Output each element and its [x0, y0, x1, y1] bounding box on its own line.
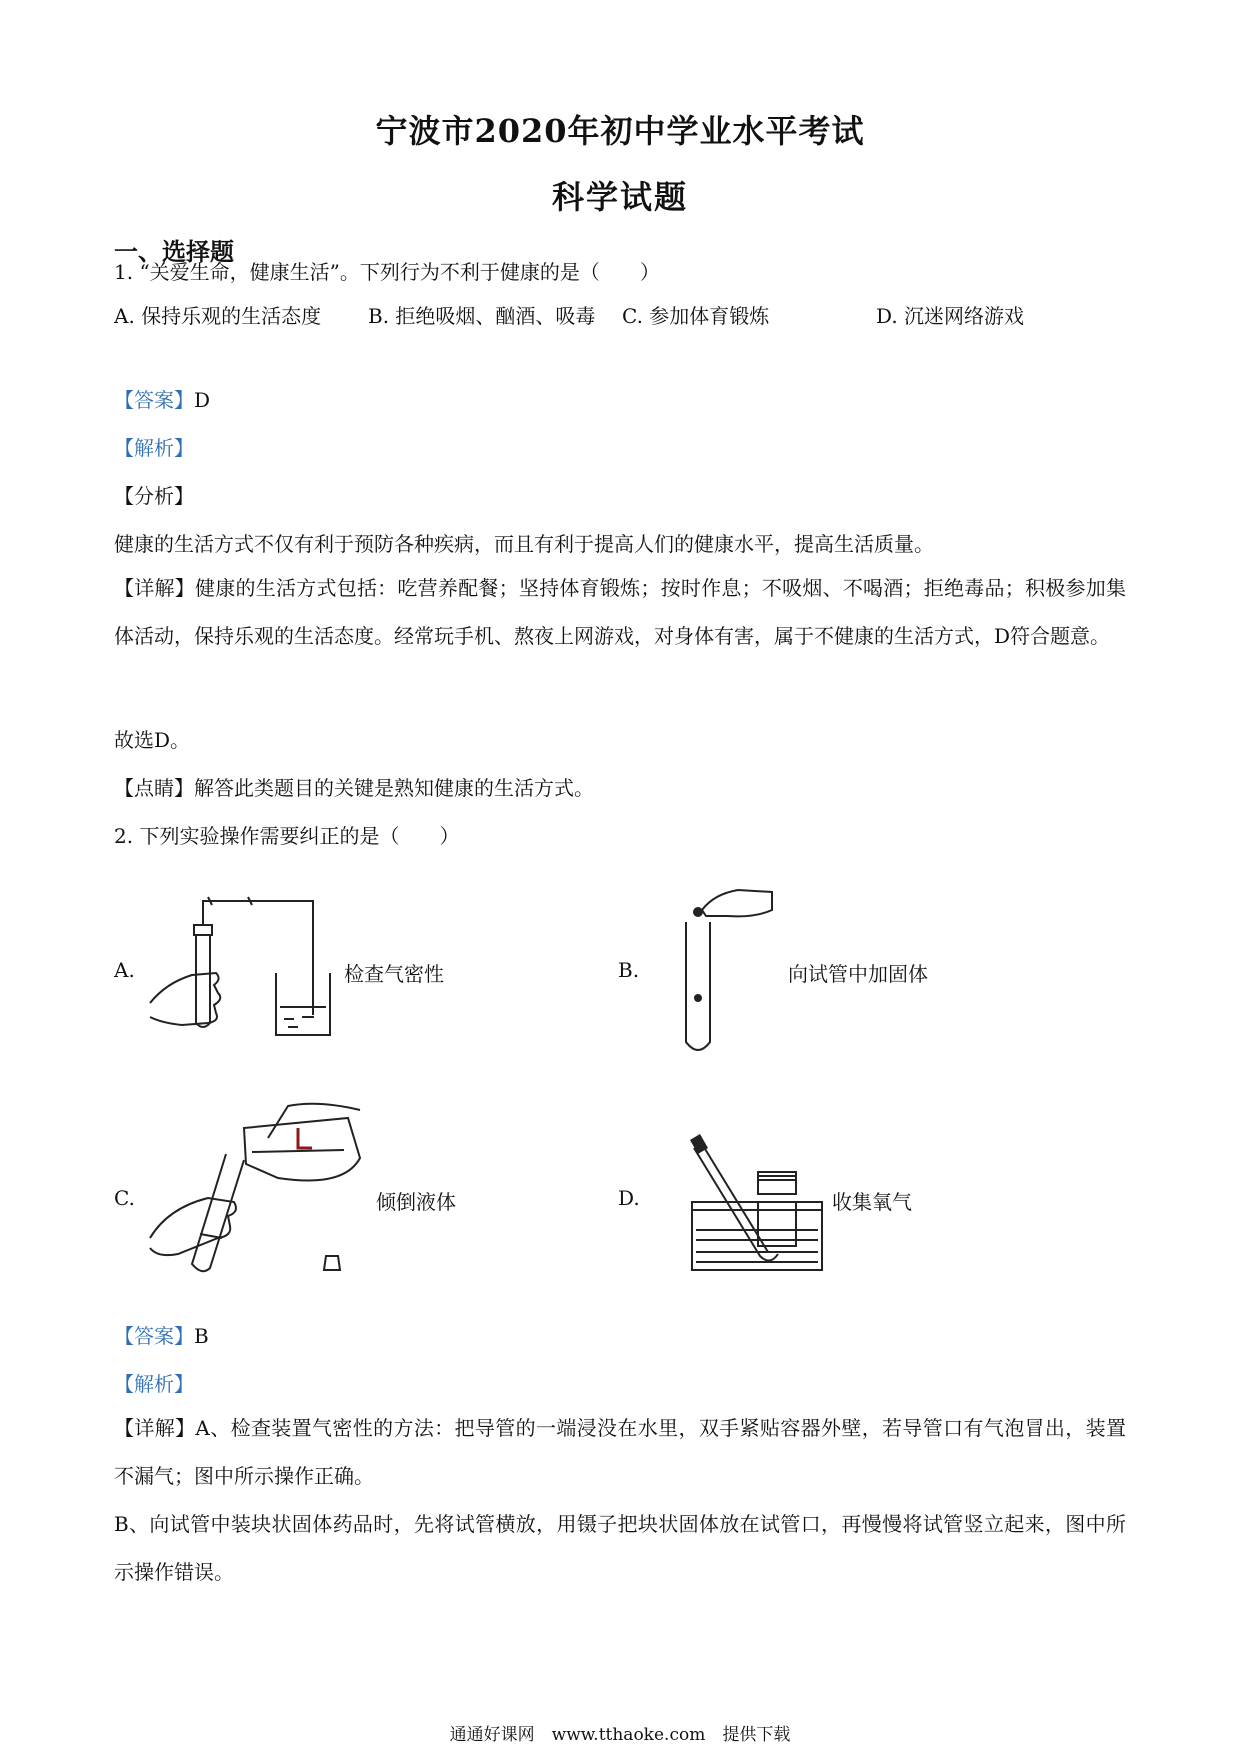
figure-a-letter: A.	[114, 958, 135, 982]
q2-detail-a: 【详解】A、检查装置气密性的方法：把导管的一端浸没在水里，双手紧贴容器外壁，若导管口有气泡冒出，装置不漏气；图中所示操作正确。	[114, 1416, 1126, 1488]
answer-tag: 【答案】	[114, 1324, 194, 1348]
q1-analysis-tag: 【解析】	[114, 436, 194, 460]
page-title: 宁波市2020年初中学业水平考试	[375, 112, 865, 150]
add-solid-to-test-tube-illustration	[668, 882, 788, 1062]
q1-option-b: B. 拒绝吸烟、酗酒、吸毒	[368, 304, 596, 328]
q1-fenxi-tag: 【分析】	[114, 484, 194, 508]
figure-a-caption: 检查气密性	[344, 962, 444, 986]
q1-fenxi-text: 健康的生活方式不仅有利于预防各种疾病，而且有利于提高人们的健康水平，提高生活质量。	[114, 532, 934, 556]
page-subtitle: 科学试题	[551, 178, 688, 216]
q2-detail-b: B、向试管中装块状固体药品时，先将试管横放，用镊子把块状固体放在试管口，再慢慢将试管竖立起来，图中所示操作错误。	[114, 1512, 1126, 1584]
q1-detail: 【详解】健康的生活方式包括：吃营养配餐；坚持体育锻炼；按时作息；不吸烟、不喝酒；拒绝毒品；积极参加集体活动，保持乐观的生活态度。经常玩手机、熬夜上网游戏，对身体有害，属于不健康的生活方式，D符合题意。	[114, 576, 1126, 648]
q1-answer	[114, 384, 210, 413]
q1-option-d: D. 沉迷网络游戏	[876, 304, 1025, 328]
figure-b-letter: B.	[618, 958, 640, 982]
answer-value: D	[194, 388, 211, 412]
q1-conclusion: 故选D。	[114, 728, 191, 752]
figure-d-caption: 收集氧气	[832, 1190, 912, 1214]
answer-value: B	[194, 1324, 209, 1348]
airtightness-check-illustration	[148, 895, 348, 1045]
figure-c-caption: 倾倒液体	[376, 1190, 456, 1214]
collect-oxygen-illustration	[688, 1126, 838, 1276]
section-heading: 一、选择题	[114, 237, 234, 266]
q2-analysis-tag: 【解析】	[114, 1372, 194, 1396]
q2-answer	[114, 1320, 209, 1349]
pour-liquid-illustration	[148, 1098, 368, 1288]
figure-d-letter: D.	[618, 1186, 640, 1210]
figure-c-letter: C.	[114, 1186, 135, 1210]
page-footer: 通通好课网 www.tthaoke.com 提供下载	[449, 1725, 791, 1745]
answer-tag: 【答案】	[114, 388, 194, 412]
q1-tip: 【点睛】解答此类题目的关键是熟知健康的生活方式。	[114, 776, 594, 800]
q1-stem: 1. “关爱生命，健康生活”。下列行为不利于健康的是（ ）	[114, 260, 660, 284]
figure-b-caption: 向试管中加固体	[788, 962, 928, 986]
q2-stem: 2. 下列实验操作需要纠正的是（ ）	[114, 824, 460, 848]
q1-option-a: A. 保持乐观的生活态度	[114, 304, 322, 328]
q1-option-c: C. 参加体育锻炼	[622, 304, 770, 328]
